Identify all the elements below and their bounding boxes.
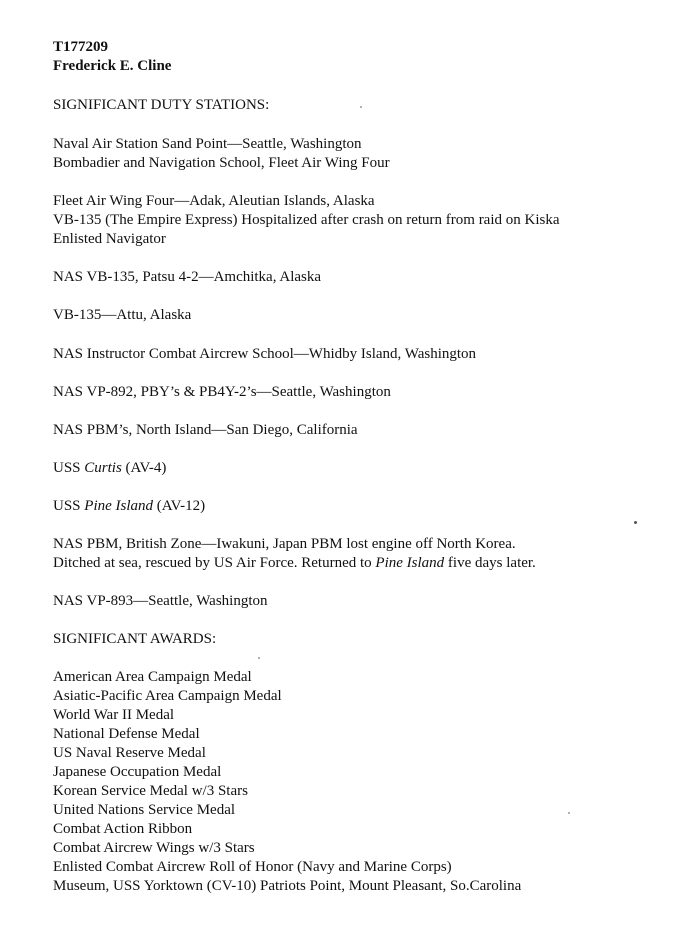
award-item: American Area Campaign Medal bbox=[53, 669, 252, 685]
ship-name: Pine Island bbox=[84, 498, 154, 514]
award-item: Korean Service Medal w/3 Stars bbox=[53, 783, 248, 799]
duty-station-line: VB-135—Attu, Alaska bbox=[53, 307, 192, 323]
line-text: five days later. bbox=[444, 555, 536, 571]
award-item: United Nations Service Medal bbox=[53, 802, 236, 818]
duty-station-line: Fleet Air Wing Four—Adak, Aleutian Islands, Alaska bbox=[53, 193, 375, 209]
ship-prefix: USS bbox=[53, 498, 85, 514]
line-text: Ditched at sea, rescued by US Air Force. Returned to bbox=[53, 555, 376, 571]
award-item: Combat Aircrew Wings w/3 Stars bbox=[53, 840, 255, 856]
duty-station-line: NAS VP-892, PBY’s & PB4Y-2’s—Seattle, Washington bbox=[53, 384, 391, 400]
award-item: World War II Medal bbox=[53, 707, 175, 723]
person-name: Frederick E. Cline bbox=[53, 58, 172, 74]
ship-name: Pine Island bbox=[375, 555, 445, 571]
duty-station-line: NAS PBM, British Zone—Iwakuni, Japan PBM lost engine off North Korea. bbox=[53, 536, 516, 552]
awards-heading: SIGNIFICANT AWARDS: bbox=[53, 631, 217, 647]
scan-speck bbox=[360, 106, 362, 108]
duty-station-line: Enlisted Navigator bbox=[53, 231, 166, 247]
award-item: US Naval Reserve Medal bbox=[53, 745, 206, 761]
duty-station-line: NAS VP-893—Seattle, Washington bbox=[53, 593, 268, 609]
award-item: Museum, USS Yorktown (CV-10) Patriots Point, Mount Pleasant, So.Carolina bbox=[53, 878, 522, 894]
ship-designation: (AV-4) bbox=[121, 460, 167, 476]
duty-station-line-ditched bbox=[53, 554, 536, 573]
duty-station-line: NAS VB-135, Patsu 4-2—Amchitka, Alaska bbox=[53, 269, 322, 285]
award-item: National Defense Medal bbox=[53, 726, 200, 742]
award-item: Enlisted Combat Aircrew Roll of Honor (Navy and Marine Corps) bbox=[53, 859, 452, 875]
duty-station-ship-curtis bbox=[53, 459, 166, 478]
duty-station-line: Bombadier and Navigation School, Fleet Air Wing Four bbox=[53, 155, 390, 171]
duty-station-line: VB-135 (The Empire Express) Hospitalized after crash on return from raid on Kiska bbox=[53, 212, 560, 228]
scan-speck bbox=[568, 812, 570, 814]
service-number: T177209 bbox=[53, 39, 109, 55]
award-item: Japanese Occupation Medal bbox=[53, 764, 222, 780]
scan-speck bbox=[258, 657, 260, 659]
duty-station-ship-pine-island bbox=[53, 497, 205, 516]
award-item: Combat Action Ribbon bbox=[53, 821, 193, 837]
ship-name: Curtis bbox=[84, 460, 122, 476]
duty-stations-heading: SIGNIFICANT DUTY STATIONS: bbox=[53, 97, 270, 113]
duty-station-line: Naval Air Station Sand Point—Seattle, Washington bbox=[53, 136, 362, 152]
scan-speck bbox=[634, 521, 637, 524]
ship-prefix: USS bbox=[53, 460, 85, 476]
ship-designation: (AV-12) bbox=[153, 498, 206, 514]
duty-station-line: NAS PBM’s, North Island—San Diego, California bbox=[53, 422, 358, 438]
duty-station-line: NAS Instructor Combat Aircrew School—Whidby Island, Washington bbox=[53, 346, 477, 362]
award-item: Asiatic-Pacific Area Campaign Medal bbox=[53, 688, 282, 704]
